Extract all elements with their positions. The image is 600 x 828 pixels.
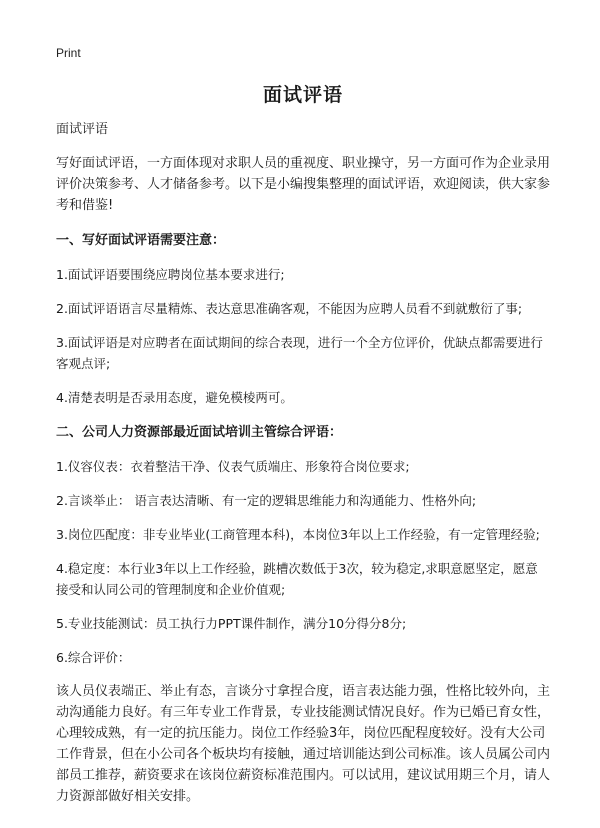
subtitle: 面试评语 bbox=[56, 122, 109, 137]
section-2-item: 2.言谈举止： 语言表达清晰、有一定的逻辑思维能力和沟通能力、性格外向; bbox=[56, 493, 477, 508]
section-2-item: 3.岗位匹配度：非专业毕业(工商管理本科)，本岗位3年以上工作经验，有一定管理经验; bbox=[56, 527, 540, 542]
section-1-item: 1.面试评语要围绕应聘岗位基本要求进行; bbox=[56, 267, 285, 282]
intro-paragraph: 写好面试评语，一方面体现对求职人员的重视度、职业操守，另一方面可作为企业录用评价决策参考、人才储备参考。以下是小编搜集整理的面试评语，欢迎阅读，供大家参考和借鉴! bbox=[56, 156, 551, 213]
summary-paragraph: 该人员仪表端正、举止有态，言谈分寸拿捏合度，语言表达能力强，性格比较外向，主动沟通能力良好。有三年专业工作背景，专业技能测试情况良好。作为已婚已育女性，心理较成熟，有一定的抗压能力。岗位工作经验3年，岗位匹配程度较好。没有大公司工作背景，但在小公司各个板块均有接触，通过培训能达到公司标准。该人员属公司内部员工推荐，薪资要求在该岗位薪资标准范围内。可以试用，建议试用期三个月，请人力资源部做好相关安排。 bbox=[56, 684, 551, 804]
section-2-item: 6.综合评价： bbox=[56, 650, 131, 665]
section-2-item: 4.稳定度：本行业3年以上工作经验，跳槽次数低于3次，较为稳定,求职意愿坚定，愿意接受和认同公司的管理制度和企业价值观; bbox=[56, 561, 538, 597]
page-title: 面试评语 bbox=[262, 84, 343, 106]
section-2-item: 1.仪容仪表：衣着整洁干净、仪表气质端庄、形象符合岗位要求; bbox=[56, 459, 410, 474]
section-1-item: 2.面试评语语言尽量精炼、表达意思准确客观，不能因为应聘人员看不到就敷衍了事; bbox=[56, 301, 523, 316]
print-link[interactable]: Print bbox=[56, 46, 81, 60]
document-page bbox=[56, 44, 550, 807]
section-2-heading: 二、公司人力资源部最近面试培训主管综合评语： bbox=[56, 425, 343, 440]
section-1-item: 4.清楚表明是否录用态度，避免模棱两可。 bbox=[56, 390, 293, 405]
section-1-item: 3.面试评语是对应聘者在面试期间的综合表现，进行一个全方位评价，优缺点都需要进行客观点评; bbox=[56, 335, 543, 371]
section-1-heading: 一、写好面试评语需要注意： bbox=[56, 233, 226, 248]
section-2-item: 5.专业技能测试：员工执行力PPT课件制作，满分10分得分8分; bbox=[56, 616, 407, 631]
